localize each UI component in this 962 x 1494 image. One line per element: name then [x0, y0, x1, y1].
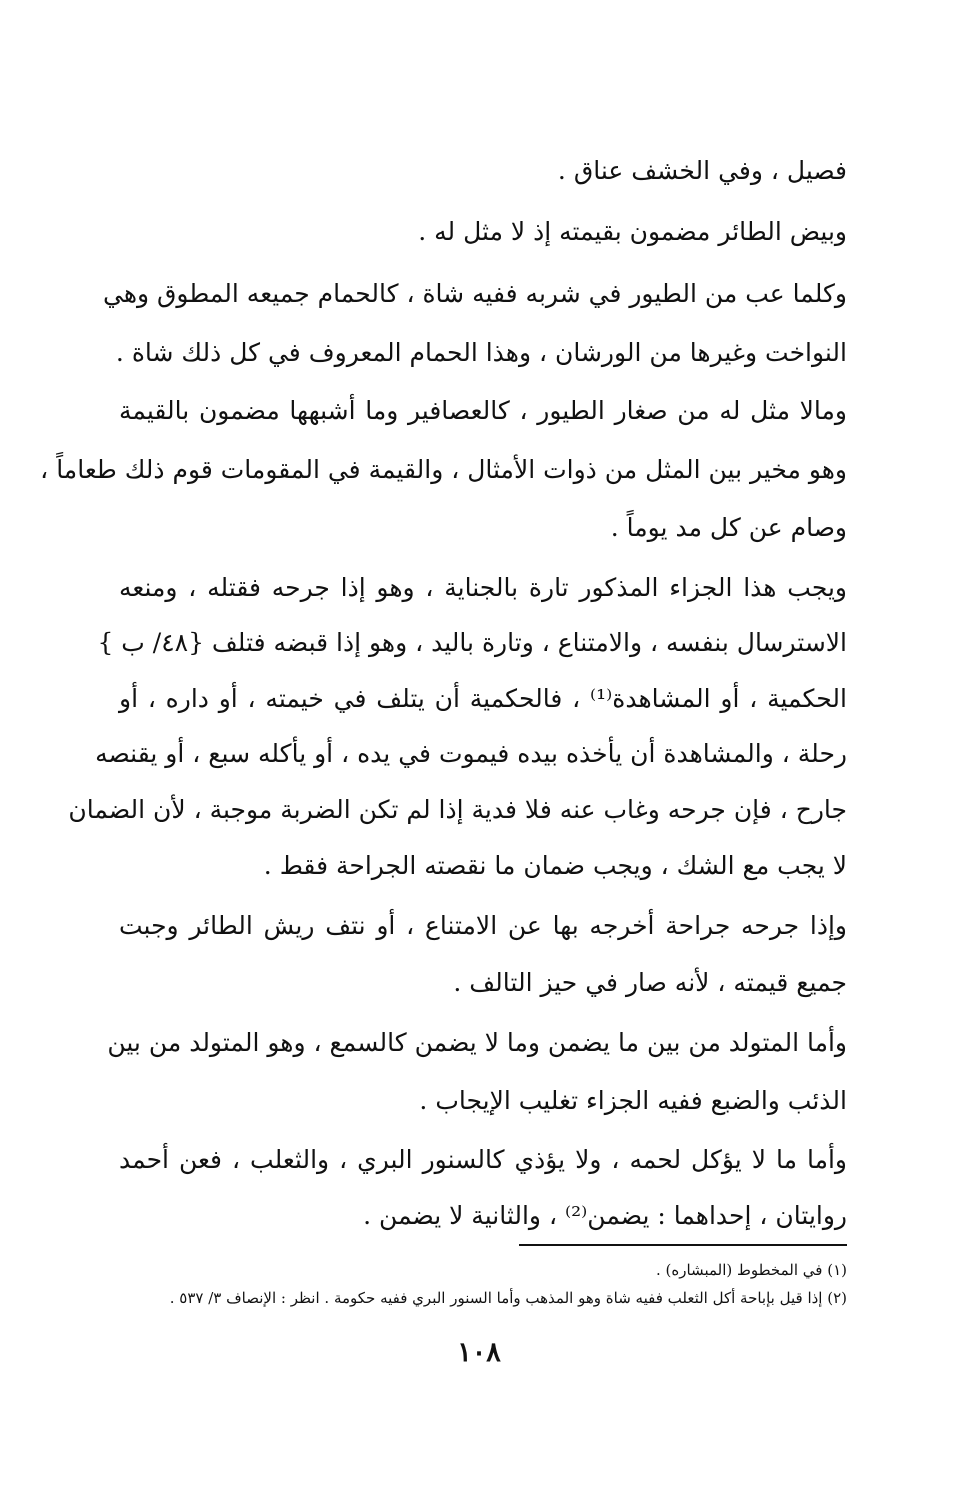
text-line: وبيض الطائر مضمون بقيمته إذ لا مثل له . — [418, 217, 847, 246]
text-line: الحكمية ، أو المشاهدة⁽¹⁾ ، فالحكمية أن يتلف في خيمته ، أو داره ، أو — [119, 684, 847, 713]
footnote: (٢) إذا قيل بإباحة أكل الثعلب ففيه شاة وهو المذهب وأما السنور البري ففيه حكومة . انظر : الإنصاف ٣/ ٥٣٧ . — [169, 1289, 847, 1307]
text-line: فصيل ، وفي الخشف عناق . — [557, 156, 847, 185]
footnote-separator — [519, 1244, 847, 1246]
footnote: (١) في المخطوط (المبشاره) . — [656, 1261, 847, 1279]
text-line: وإذا جرحه جراحة أخرجه بها عن الامتناع ، أو نتف ريش الطائر وجبت — [119, 911, 847, 940]
text-line: رحلة ، والمشاهدة أن يأخذه بيده فيموت في يده ، أو يأكله سبع ، أو يقنصه — [95, 739, 847, 768]
text-line: روايتان ، إحداهما : يضمن⁽²⁾ ، والثانية لا يضمن . — [363, 1201, 847, 1230]
text-line: وهو مخير بين المثل من ذوات الأمثال ، والقيمة في المقومات قوم ذلك طعاماً ، — [40, 455, 847, 484]
text-line: وأما ما لا يؤكل لحمه ، ولا يؤذي كالسنور البري ، والثعلب ، فعن أحمد — [119, 1145, 847, 1174]
text-line: جارح ، فإن جرحه وغاب عنه فلا فدية إذا لم تكن الضربة موجبة ، لأن الضمان — [68, 795, 847, 824]
text-line: جميع قيمته ، لأنه صار في حيز التالف . — [453, 968, 847, 997]
text-line: الاسترسال بنفسه ، والامتناع ، وتارة باليد ، وهو إذا قبضه فتلف {٤٨/ ب } — [97, 628, 847, 657]
text-line: لا يجب مع الشك ، ويجب ضمان ما نقصته الجراحة فقط . — [263, 851, 847, 880]
page-number: ١٠٨ — [457, 1337, 501, 1368]
text-line: ومالا مثل له من صغار الطيور ، كالعصافير وما أشبهها مضمون بالقيمة — [119, 396, 847, 425]
text-line: الذئب والضبع ففيه الجزاء تغليب الإيجاب . — [419, 1086, 847, 1115]
text-line: ويجب هذا الجزاء المذكور تارة بالجناية ، وهو إذا جرحه فقتله ، ومنعه — [119, 573, 847, 602]
text-line: وكلما عب من الطيور في شربه ففيه شاة ، كالحمام جميعه المطوق وهي — [102, 279, 847, 308]
text-line: وصام عن كل مد يوماً . — [610, 513, 847, 542]
text-line: وأما المتولد من بين ما يضمن وما لا يضمن كالسمع ، وهو المتولد من بين — [107, 1028, 847, 1057]
text-line: النواخت وغيرها من الورشان ، وهذا الحمام المعروف في كل ذلك شاة . — [115, 338, 847, 367]
